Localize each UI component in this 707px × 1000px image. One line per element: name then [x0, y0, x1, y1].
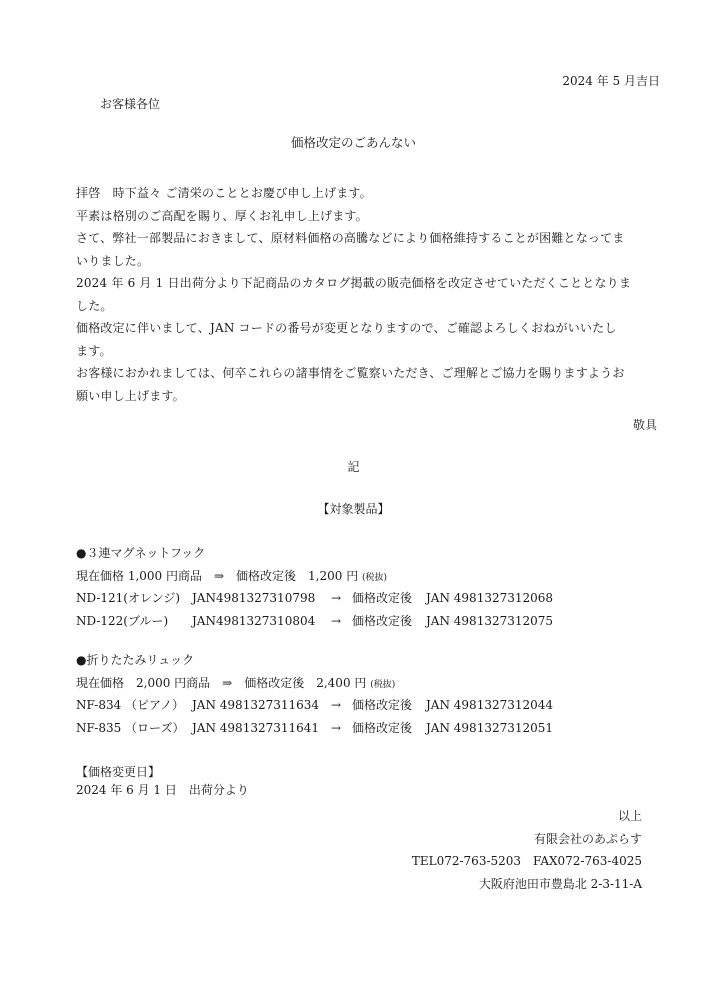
arrow-icon: →	[330, 720, 342, 735]
body-line: さて、弊社一部製品におきまして、原材料価格の高騰などにより価格維持することが困難となってま	[76, 231, 625, 245]
change-date-value: 2024 年 6 月 1 日 出荷分より	[76, 783, 249, 797]
variant-code: NF-834 （ピアノ）	[76, 698, 185, 712]
variant-row	[76, 717, 676, 740]
signature-block	[412, 805, 642, 895]
arrow-icon: →	[330, 613, 342, 628]
old-jan: JAN 4981327311634	[192, 698, 320, 712]
old-jan: JAN4981327310798	[192, 591, 316, 605]
tax-note: (税抜)	[362, 572, 388, 583]
price-line	[76, 672, 676, 695]
letter-title: 価格改定のごあんない	[290, 135, 416, 150]
body-line: 価格改定に伴いまして、JAN コードの番号が変更となりますので、ご確認よろしくおねがいいたし	[76, 321, 617, 335]
variant-code: ND-122(ブルー)	[76, 613, 169, 628]
letter-date: 2024 年 5 月吉日	[562, 74, 660, 88]
variant-code: NF-835 （ローズ）	[76, 720, 185, 735]
new-jan: JAN 4981327312044	[426, 698, 554, 712]
change-date-heading: 【価格変更日】	[76, 765, 161, 779]
variant-row	[76, 694, 676, 717]
price-line	[76, 565, 676, 588]
price-change-text: 現在価格 2,000 円商品 ⇒ 価格改定後 2,400 円	[76, 675, 367, 690]
letter-body	[76, 182, 642, 407]
product-name: ●３連マグネットフック	[76, 546, 206, 560]
body-line: ます。	[76, 343, 112, 358]
price-change-text: 現在価格 1,000 円商品 ⇒ 価格改定後 1,200 円	[76, 568, 359, 583]
new-jan: JAN 4981327312068	[426, 591, 554, 605]
body-line: 拝啓 時下益々 ご清栄のこととお慶び申し上げます。	[76, 186, 372, 200]
company-name: 有限会社のあぷらす	[533, 831, 642, 846]
new-jan: JAN 4981327312075	[426, 613, 554, 628]
revised-label: 価格改定後	[352, 613, 413, 628]
old-jan: JAN 4981327311641	[192, 720, 320, 735]
old-jan: JAN4981327310804	[192, 613, 316, 628]
ijo-closing: 以上	[617, 809, 642, 823]
product-block-folding-backpack	[76, 649, 676, 739]
body-line: 2024 年 6 月 1 日出荷分より下記商品のカタログ掲載の販売価格を改定させていただくこととなりま	[76, 276, 632, 290]
arrow-icon: →	[330, 591, 342, 605]
tax-note: (税抜)	[370, 679, 396, 690]
body-line: 平素は格別のご高配を賜り、厚くお礼申し上げます。	[76, 208, 368, 223]
closing-keigu: 敬具	[632, 418, 657, 432]
revised-label: 価格改定後	[352, 698, 413, 712]
product-name: ●折りたたみリュック	[76, 653, 195, 667]
variant-code: ND-121(オレンジ)	[76, 591, 181, 605]
body-line: いりました。	[76, 253, 150, 268]
body-line: 願い申し上げます。	[76, 388, 185, 403]
target-products-heading: 【対象製品】	[317, 502, 390, 516]
product-block-magnet-hook	[76, 542, 676, 632]
arrow-icon: →	[330, 698, 342, 712]
revised-label: 価格改定後	[352, 591, 413, 605]
variant-row	[76, 587, 676, 610]
new-jan: JAN 4981327312051	[426, 720, 554, 735]
company-address: 大阪府池田市豊島北 2-3-11-A	[478, 876, 642, 891]
body-line: お客様におかれましては、何卒これらの諸事情をご覧察いただき、ご理解とご協力を賜りますようお	[76, 366, 625, 380]
revised-label: 価格改定後	[352, 720, 413, 735]
contact-numbers: TEL072-763-5203 FAX072-763-4025	[411, 854, 642, 868]
variant-row	[76, 610, 676, 633]
addressee: お客様各位	[100, 97, 161, 111]
ki-heading: 記	[347, 460, 360, 474]
body-line: した。	[76, 298, 113, 313]
